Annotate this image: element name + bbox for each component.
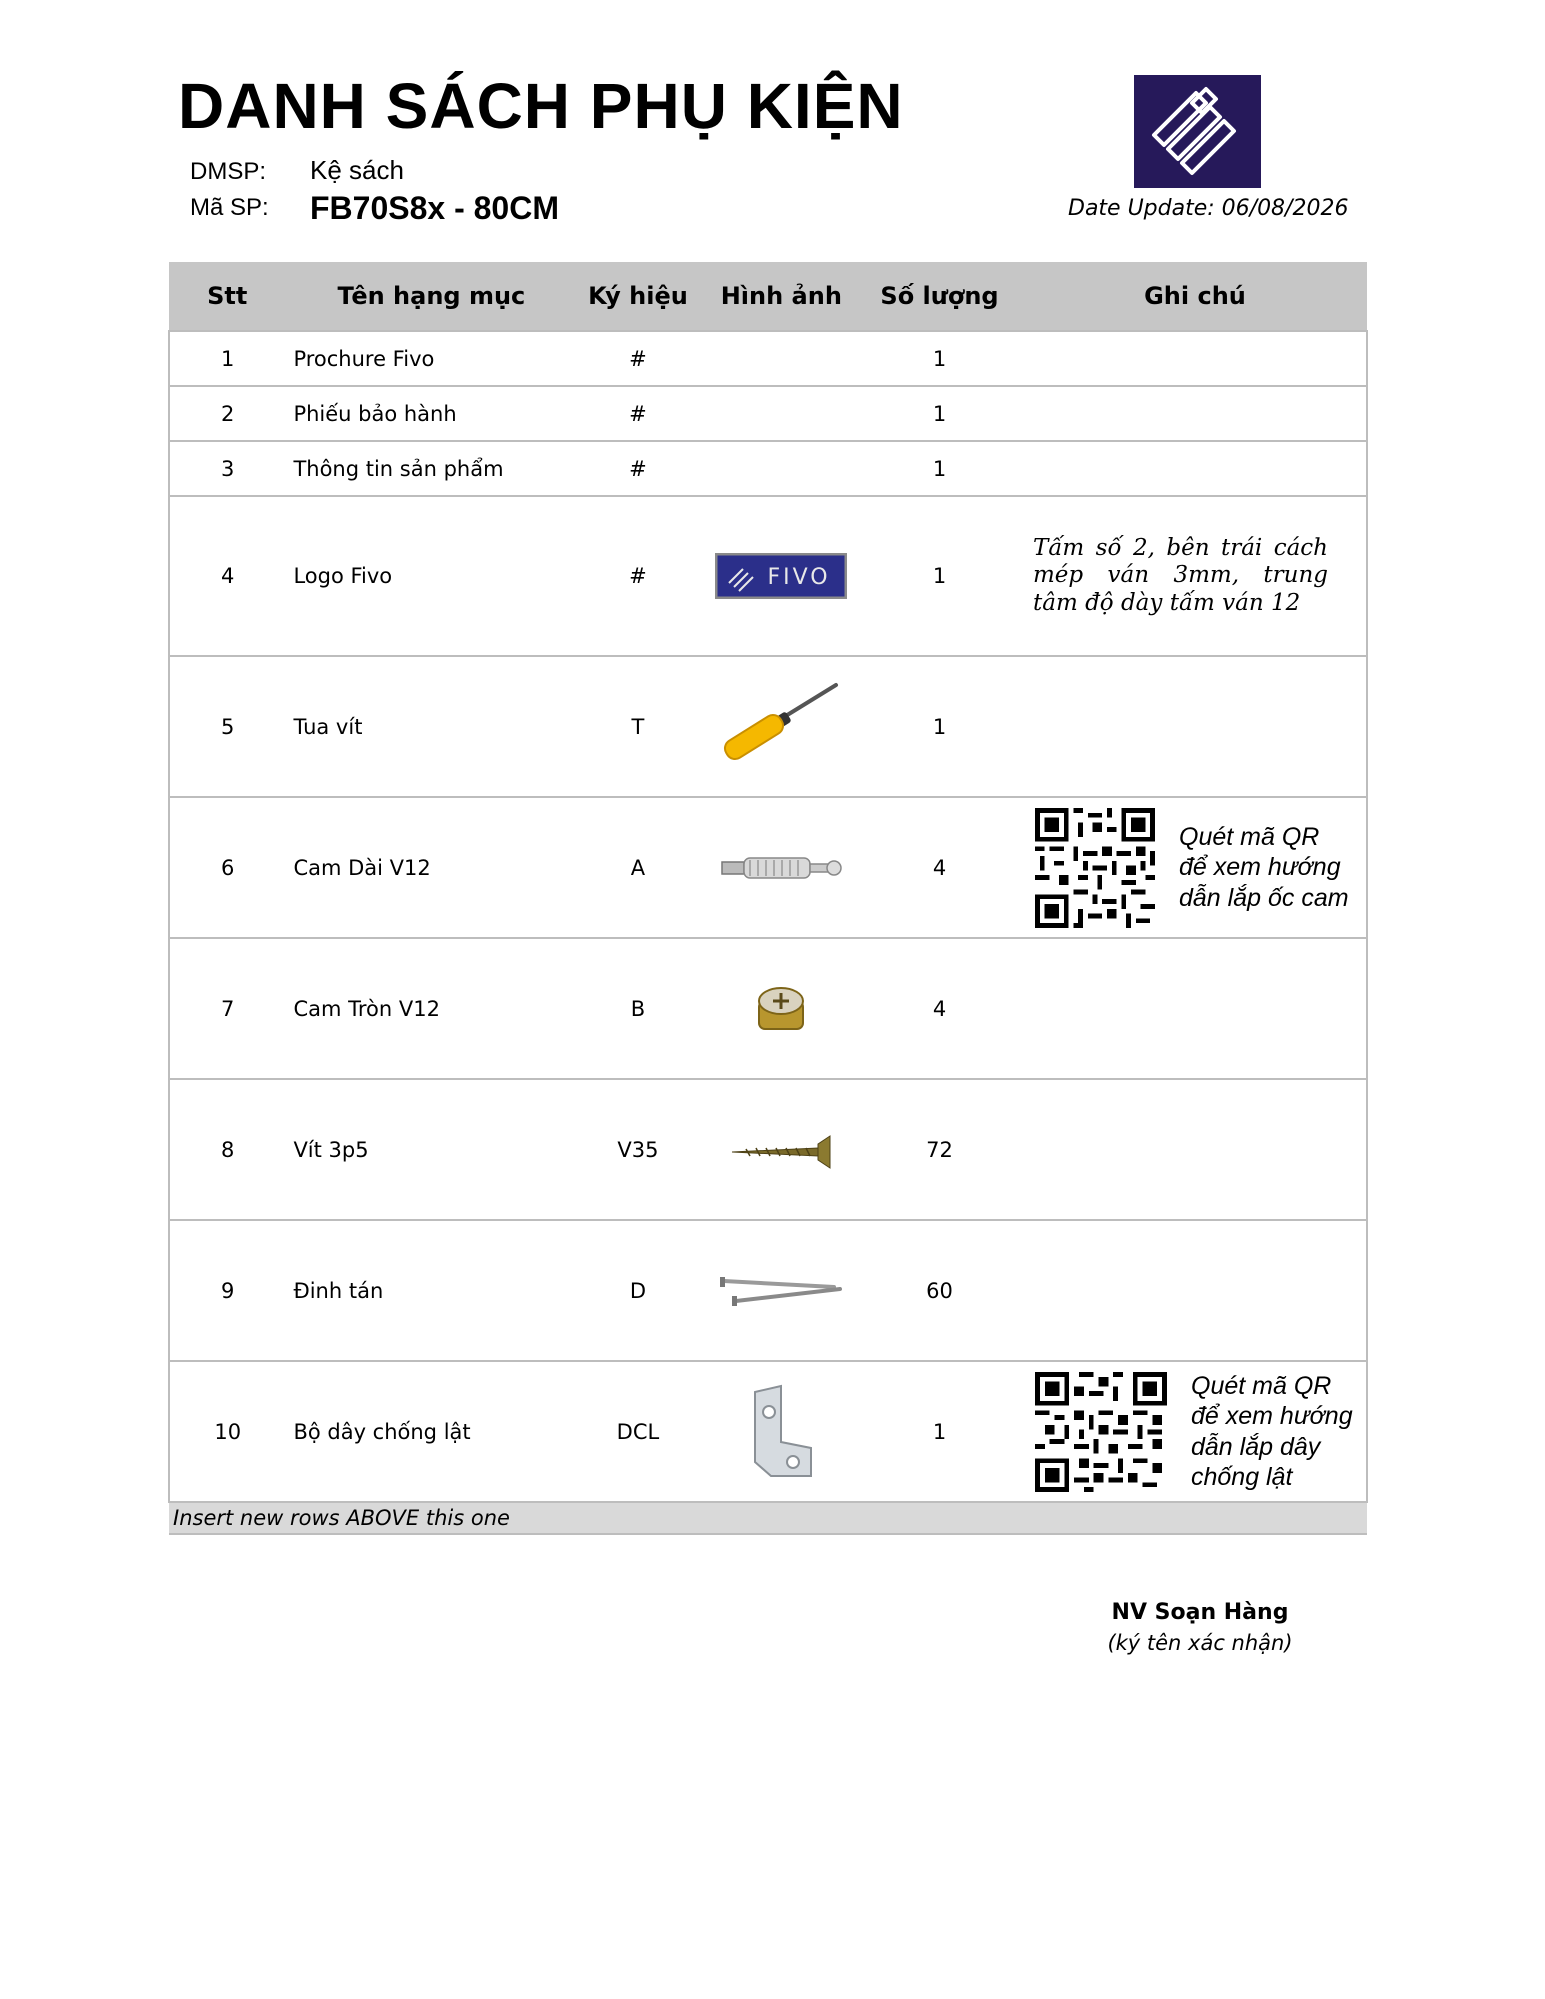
cell-image [707, 656, 856, 797]
cell-symbol: # [569, 441, 706, 496]
table-row [169, 1220, 1367, 1361]
cell-note [1023, 1079, 1367, 1220]
cell-note [1023, 386, 1367, 441]
cell-note [1023, 1220, 1367, 1361]
column-header-stt: Stt [169, 262, 285, 331]
table-row [169, 441, 1367, 496]
table-row [169, 938, 1367, 1079]
wood-screw-icon [726, 1130, 836, 1170]
cell-symbol: D [569, 1220, 706, 1361]
cell-stt: 3 [169, 441, 285, 496]
cell-image [707, 441, 856, 496]
cell-image [707, 938, 856, 1079]
cell-name: Cam Tròn V12 [285, 938, 569, 1079]
qr-code-icon [1035, 808, 1155, 928]
qr-instruction-text: Quét mã QR để xem hướng dẫn lắp dây chống lật [1191, 1371, 1353, 1491]
cell-symbol: # [569, 496, 706, 656]
cell-note [1023, 331, 1367, 386]
cell-quantity: 1 [856, 441, 1023, 496]
page-title: DANH SÁCH PHỤ KIỆN [178, 70, 904, 142]
cell-note [1023, 938, 1367, 1079]
brand-logo-icon [1134, 75, 1261, 188]
cam-bolt-icon [716, 848, 846, 888]
cell-quantity: 1 [856, 331, 1023, 386]
cell-name: Prochure Fivo [285, 331, 569, 386]
table-row [169, 496, 1367, 656]
cell-image [707, 1079, 856, 1220]
column-header-name: Tên hạng mục [285, 262, 569, 331]
cell-name: Bộ dây chống lật [285, 1361, 569, 1502]
masp-value: FB70S8x - 80CM [310, 190, 559, 226]
cell-image [707, 797, 856, 938]
cell-name: Tua vít [285, 656, 569, 797]
nails-icon [716, 1271, 846, 1311]
column-header-image: Hình ảnh [707, 262, 856, 331]
signer-hint: (ký tên xác nhận) [1107, 1631, 1293, 1655]
cell-image [707, 1361, 856, 1502]
cell-note [1023, 496, 1367, 656]
fivo-logo-badge-icon [715, 553, 847, 599]
signature-block [1100, 1600, 1300, 1655]
cell-quantity: 1 [856, 656, 1023, 797]
logo-placement-note: Tấm số 2, bên trái cách mép ván 3mm, trung tâm độ dày tấm ván 12 [1033, 534, 1328, 616]
cell-note [1023, 1361, 1367, 1502]
cam-lock-icon [751, 979, 811, 1039]
cell-symbol: V35 [569, 1079, 706, 1220]
table-header-row [169, 262, 1367, 331]
table-row [169, 386, 1367, 441]
cell-name: Vít 3p5 [285, 1079, 569, 1220]
insert-rows-hint-row [169, 1502, 1367, 1534]
table-row [169, 331, 1367, 386]
cell-stt: 2 [169, 386, 285, 441]
table-row [169, 1361, 1367, 1502]
cell-note [1023, 656, 1367, 797]
screwdriver-icon [716, 677, 846, 777]
l-bracket-icon [741, 1382, 821, 1482]
cell-quantity: 60 [856, 1220, 1023, 1361]
qr-code-icon [1035, 1372, 1167, 1492]
cell-name: Cam Dài V12 [285, 797, 569, 938]
fivo-logo-text: FIVO [767, 565, 831, 590]
table-row [169, 797, 1367, 938]
cell-quantity: 1 [856, 496, 1023, 656]
dmsp-label: DMSP: [190, 158, 267, 185]
masp-label: Mã SP: [190, 194, 269, 221]
cell-image [707, 331, 856, 386]
cell-stt: 9 [169, 1220, 285, 1361]
cell-symbol: B [569, 938, 706, 1079]
cell-stt: 10 [169, 1361, 285, 1502]
cell-symbol: DCL [569, 1361, 706, 1502]
cell-quantity: 72 [856, 1079, 1023, 1220]
column-header-symbol: Ký hiệu [569, 262, 706, 331]
date-update: Date Update: 06/08/2026 [1068, 196, 1349, 221]
cell-stt: 6 [169, 797, 285, 938]
cell-symbol: # [569, 386, 706, 441]
cell-name: Thông tin sản phẩm [285, 441, 569, 496]
cell-image [707, 496, 856, 656]
qr-instruction-text: Quét mã QR để xem hướng dẫn lắp ốc cam [1179, 822, 1349, 912]
cell-note [1023, 441, 1367, 496]
signer-role: NV Soạn Hàng [1111, 1600, 1289, 1625]
cell-stt: 5 [169, 656, 285, 797]
cell-stt: 4 [169, 496, 285, 656]
cell-stt: 7 [169, 938, 285, 1079]
cell-quantity: 4 [856, 797, 1023, 938]
cell-symbol: A [569, 797, 706, 938]
cell-note [1023, 797, 1367, 938]
cell-symbol: T [569, 656, 706, 797]
cell-image [707, 386, 856, 441]
cell-stt: 1 [169, 331, 285, 386]
table-row [169, 656, 1367, 797]
insert-rows-hint: Insert new rows ABOVE this one [169, 1502, 1367, 1534]
cell-name: Phiếu bảo hành [285, 386, 569, 441]
cell-name: Logo Fivo [285, 496, 569, 656]
accessory-table [168, 262, 1368, 1535]
cell-quantity: 1 [856, 386, 1023, 441]
cell-quantity: 1 [856, 1361, 1023, 1502]
cell-quantity: 4 [856, 938, 1023, 1079]
cell-symbol: # [569, 331, 706, 386]
table-row [169, 1079, 1367, 1220]
cell-name: Đinh tán [285, 1220, 569, 1361]
cell-stt: 8 [169, 1079, 285, 1220]
cell-image [707, 1220, 856, 1361]
dmsp-value: Kệ sách [310, 155, 404, 185]
column-header-quantity: Số lượng [856, 262, 1023, 331]
column-header-note: Ghi chú [1023, 262, 1367, 331]
